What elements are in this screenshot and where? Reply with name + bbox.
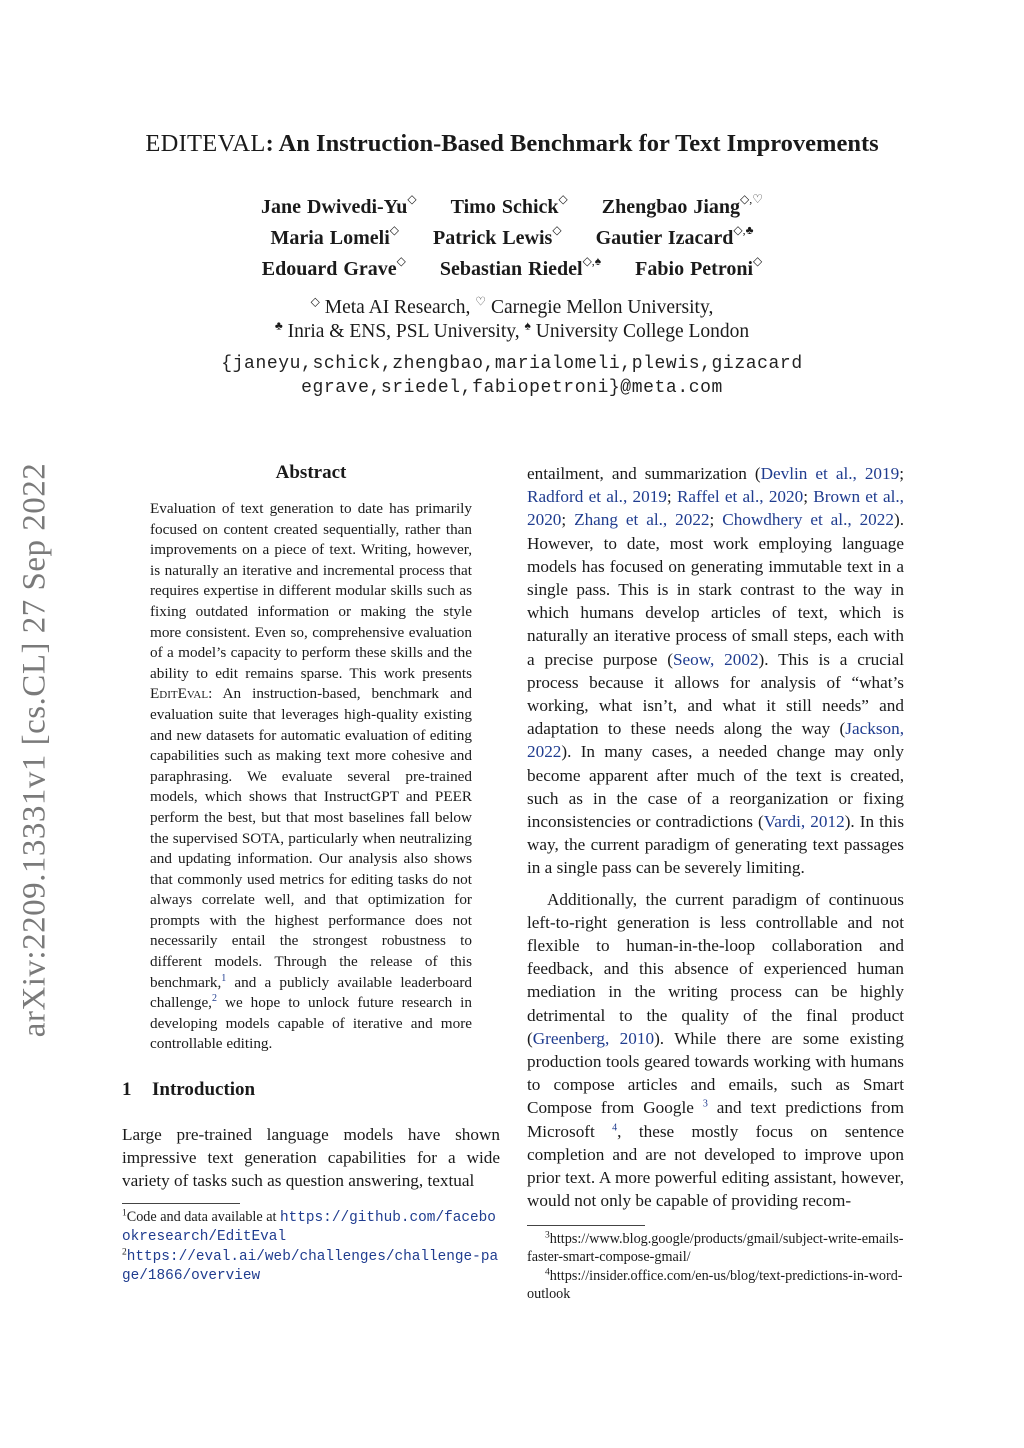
footnote [527,1230,904,1267]
citation-link[interactable]: Vardi, 2012 [763,812,845,832]
citation-link[interactable]: Brown et al., 2020 [527,487,904,530]
citation-link[interactable]: Radford et al., 2019 [527,487,667,507]
author-row-1 [0,192,1024,219]
citation-link[interactable]: Chowdhery et al., 2022 [722,510,894,530]
author: Zhengbao Jiang◇,♡ [601,192,763,218]
author-row-2 [0,223,1024,250]
footnote [527,1267,904,1304]
footnote-divider [527,1225,645,1226]
footnote-url[interactable]: https://insider.office.com/en-us/blog/text-predictions-in-word-outlook [527,1267,903,1303]
abstract-text: Evaluation of text generation to date has primarily focused on content created sequentially, rather than improvements on a piece of text. Writing, however, is naturally an iterative and incremental process that requires expertise in different modular skills such as fixing outdated information or making the style more consistent. Even so, comprehensive evaluation of a model’s capacity to perform these skills and the ability to edit remains sparse. This work presents EditEval: An instruction-based, benchmark and evaluation suite that leverages high-quality existing and new datasets for automatic evaluation of editing capabilities such as making text more cohesive and paraphrasing. We evaluate several pre-trained models, which shows that InstructGPT and PEER perform the best, but that most baselines fall below the supervised SOTA, particularly when neutralizing and updating information. Our analysis also shows that commonly used metrics for editing tasks do not always correlate well, and that optimization for prompts with the highest performance does not necessarily entail the strongest robustness to different models. Through the release of this benchmark,$^1$ and a publicly available leaderboard challenge,$^2$ we hope to unlock future research in developing models capable of iterative and more controllable editing. [150,500,472,1053]
text-span: ; [803,487,814,507]
footnote-divider [122,1203,240,1204]
right-column [527,462,904,1304]
footnote-ref[interactable]: 3 [702,1098,708,1110]
text-span: Additionally, the current paradigm of continuous left-to-right generation is less controllable and not flexible to human-in-the-loop collaboration and feedback, and this absence of experienced human mediation in the writing process can be highly detrimental to the quality of the final product ( [527,889,904,1048]
right-footnotes [527,1230,904,1304]
text-span: , these mostly focus on sentence completion and are not developed to improve upon prior text. A more powerful editing assistant, however, would not only be capable of providing recom- [527,1121,904,1211]
left-column [122,462,500,1286]
author: Fabio Petroni◇ [635,254,763,280]
author: Sebastian Riedel◇,♠ [439,254,602,280]
author: Gautier Izacard◇,♣ [595,223,754,249]
text-span: ). In many cases, a needed change may only become apparent after much of the text is created, such as in the case of a reorganization or fixing inconsistencies or contradictions ( [527,742,904,832]
introduction-heading: 1 Introduction [122,1079,256,1101]
author-row-3 [0,254,1024,281]
footnote-number: 2 [122,1247,127,1258]
citation-link[interactable]: Greenberg, 2010 [532,1028,655,1048]
text-span: ). This is a crucial process because it allows for analysis of “what’s working, what isn’t, and what it still needs” and adaptation to these needs along the way ( [527,649,905,739]
citation-link[interactable]: Devlin et al., 2019 [760,464,900,483]
text-span: ). While there are some existing production tools geared towards working with humans to compose articles and emails, such as Smart Compose from Google [527,1028,904,1118]
text-span: ). In this way, the current paradigm of generating text passages in a single pass can be severely limiting. [527,812,905,878]
text-span: entailment, and summarization ( [527,464,761,483]
footnote-text: Code and data available at [126,1208,280,1225]
footnote-number: 3 [545,1229,550,1240]
affiliations-line-1: ◇ Meta AI Research, ♡ Carnegie Mellon University, [310,294,714,318]
text-span: ; [709,510,723,530]
abstract-heading: Abstract [275,462,347,483]
intro-paragraph-2 [527,888,904,1213]
author: Patrick Lewis◇ [433,223,562,249]
text-span: ; [899,464,904,483]
arxiv-identifier-stamp: arXiv:2209.13331v1 [cs.CL] 27 Sep 2022 [16,462,53,1038]
author: Timo Schick◇ [450,192,568,218]
footnote [122,1247,500,1286]
text-span: ). However, to date, most work employing language models has focused on generating immutable text in a single pass. This is in stark contrast to the way in which humans develop articles of text, which is naturally an iterative process of small steps, each with a precise purpose ( [527,510,904,669]
author: Maria Lomeli◇ [270,223,400,249]
introduction-paragraph: Large pre-trained language models have shown impressive text generation capabilities for a wide variety of tasks such as question answering, textual [122,1125,500,1191]
citation-link[interactable]: Raffel et al., 2020 [676,487,804,507]
email-line-1: {janeyu,schick,zhengbao,marialomeli,plewis,gizacard [221,354,803,374]
email-line-2: egrave,sriedel,fabiopetroni}@meta.com [301,378,723,398]
left-footnotes [122,1208,500,1286]
footnote-url-link[interactable]: https://github.com/facebookresearch/EditEval [122,1209,496,1246]
footnote-ref-2[interactable]: 2 [211,993,217,1005]
citation-link[interactable]: Zhang et al., 2022 [574,510,710,530]
footnote-ref-1[interactable]: 1 [221,972,227,984]
author: Jane Dwivedi-Yu◇ [261,192,417,218]
author: Edouard Grave◇ [261,254,406,280]
footnote-url-link[interactable]: https://eval.ai/web/challenges/challenge-page/1866/overview [122,1248,499,1285]
footnote-number: 1 [122,1207,127,1218]
text-span: and text predictions from Microsoft [527,1098,904,1141]
footnote-number: 4 [545,1266,550,1277]
footnote-url[interactable]: https://www.blog.google/products/gmail/subject-write-emails-faster-smart-compose-gmail/ [527,1230,904,1266]
affiliations-line-2: ♣ Inria & ENS, PSL University, ♠ University College London [274,318,750,342]
title-rest: : An Instruction-Based Benchmark for Text Improvements [265,130,879,157]
benchmark-name: EditEval [150,685,209,703]
paper-title [0,130,1024,158]
intro-paragraph-continued [527,462,904,880]
footnote [122,1208,500,1247]
citation-link[interactable]: Jackson, 2022 [527,719,904,762]
footnote-ref[interactable]: 4 [612,1121,618,1133]
citation-link[interactable]: Seow, 2002 [672,649,759,669]
text-span: ; [561,510,575,530]
title-benchmark-name: EDITEVAL [145,130,266,157]
text-span: ; [666,487,677,507]
